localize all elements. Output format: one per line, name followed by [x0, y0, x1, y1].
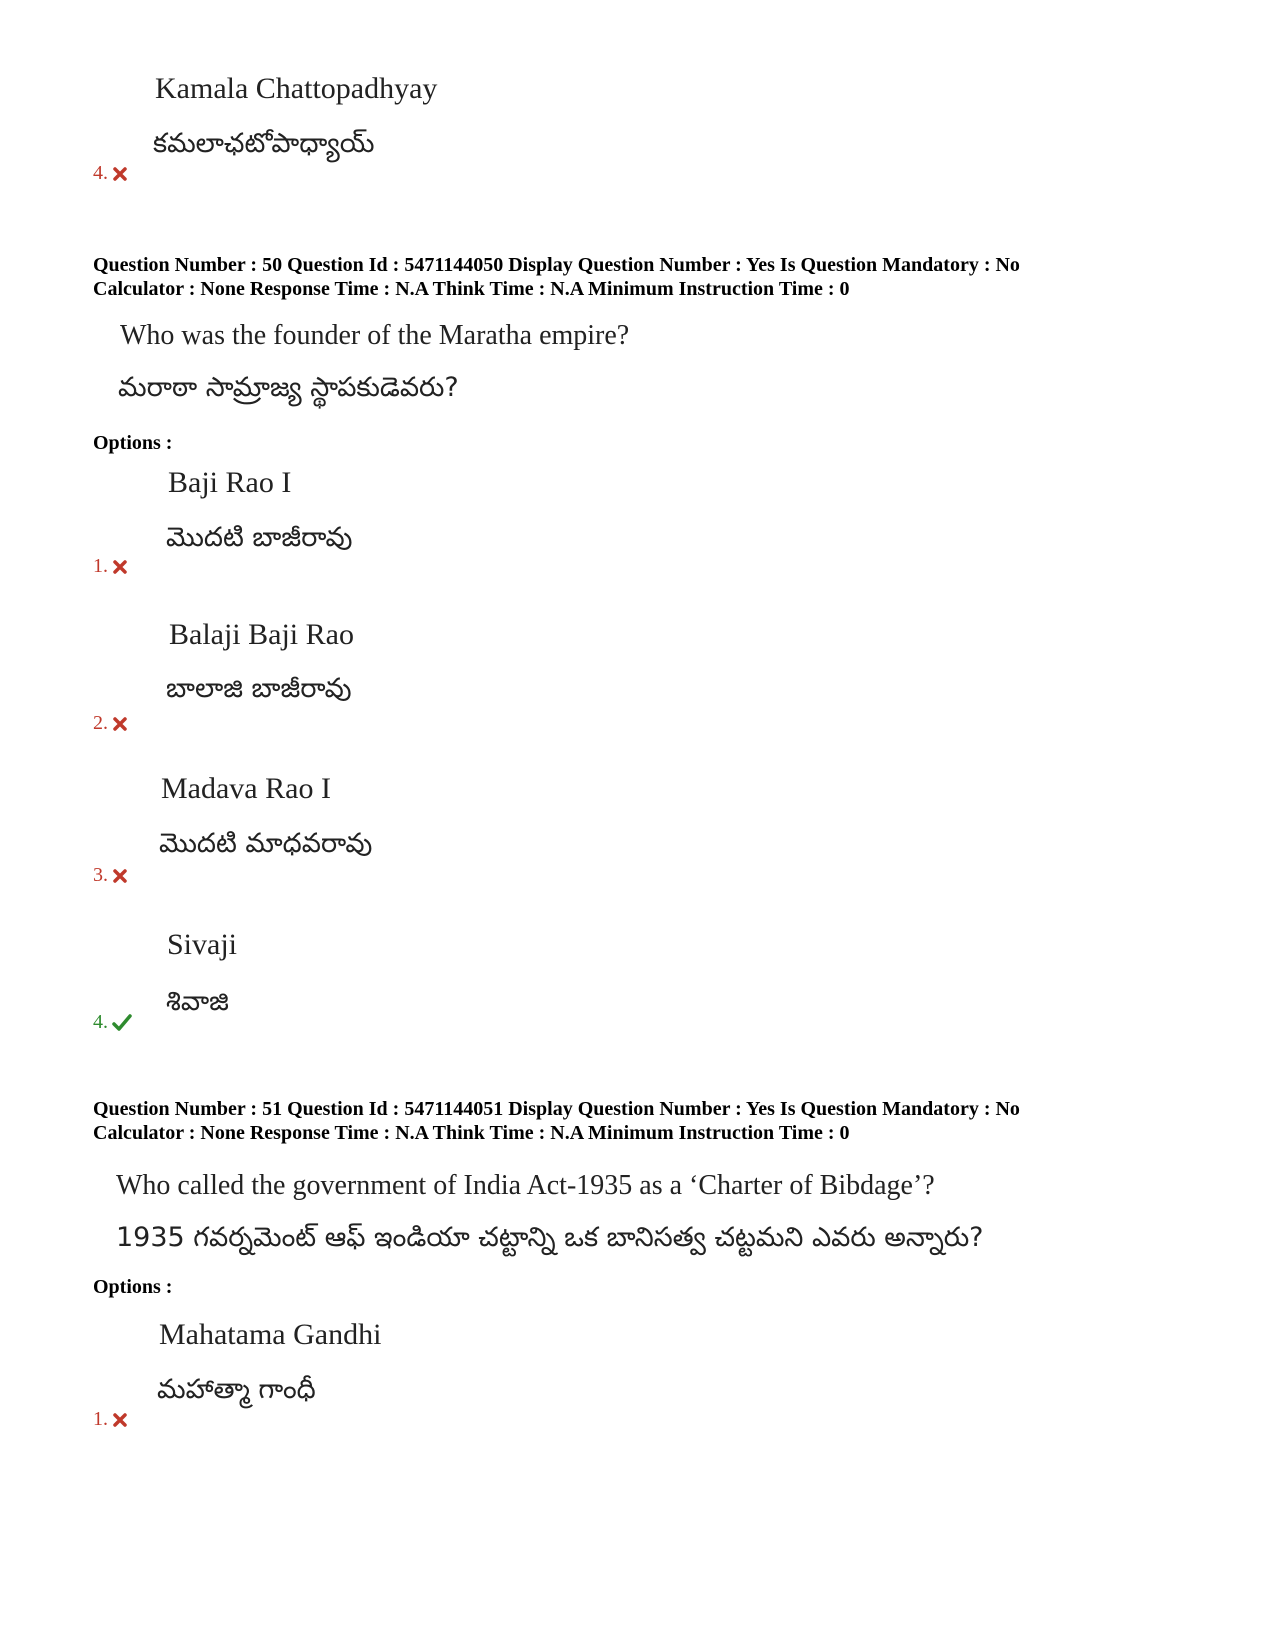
option-number-label: 4. — [93, 1011, 108, 1033]
question-text-en: Who called the government of India Act-1935 as a ‘Charter of Bibdage’? — [116, 1170, 935, 1201]
option-number — [93, 864, 128, 887]
option-text-te: మొదటి మాధవరావు — [159, 828, 373, 859]
cross-icon — [112, 1412, 128, 1428]
option-number-label: 1. — [93, 1408, 108, 1430]
options-label: Options : — [93, 1276, 173, 1298]
option-number-label: 4. — [93, 162, 108, 184]
question-meta-line2: Calculator : None Response Time : N.A Think Time : N.A Minimum Instruction Time : 0 — [93, 278, 850, 300]
option-text-en: Madava Rao I — [161, 772, 331, 805]
question-text-te: 1935 గవర్నమెంట్ ఆఫ్ ఇండియా చట్టాన్ని ఒక బానిసత్వ చట్టమని ఎవరు అన్నారు? — [116, 1222, 984, 1253]
option-text-en: Balaji Baji Rao — [169, 618, 354, 651]
option-number — [93, 1408, 128, 1431]
options-label: Options : — [93, 432, 173, 454]
question-text-te: మరాఠా సామ్రాజ్య స్థాపకుడెవరు? — [118, 372, 459, 403]
question-meta-line1: Question Number : 50 Question Id : 5471144050 Display Question Number : Yes Is Question Mandatory : No — [93, 254, 1020, 276]
question-meta-line1: Question Number : 51 Question Id : 5471144051 Display Question Number : Yes Is Question Mandatory : No — [93, 1098, 1020, 1120]
cross-icon — [112, 868, 128, 884]
option-number-label: 3. — [93, 864, 108, 886]
option-number-label: 1. — [93, 555, 108, 577]
option-text-te: కమలాఛటోపాధ్యాయ్ — [153, 128, 375, 159]
check-icon — [112, 1014, 132, 1032]
option-text-en: Kamala Chattopadhyay — [155, 72, 438, 105]
option-text-te: మొదటి బాజీరావు — [166, 522, 353, 553]
option-number — [93, 555, 128, 578]
question-meta — [93, 1097, 1020, 1145]
cross-icon — [112, 716, 128, 732]
option-number — [93, 162, 128, 185]
option-text-te: శివాజి — [166, 986, 229, 1017]
question-meta — [93, 253, 1020, 301]
cross-icon — [112, 166, 128, 182]
option-text-te: బాలాజి బాజీరావు — [166, 673, 352, 704]
option-text-te: మహాత్మా గాంధీ — [157, 1374, 316, 1405]
option-text-en: Sivaji — [167, 928, 238, 961]
option-number — [93, 1011, 132, 1034]
question-meta-line2: Calculator : None Response Time : N.A Think Time : N.A Minimum Instruction Time : 0 — [93, 1122, 850, 1144]
option-text-en: Mahatama Gandhi — [159, 1318, 382, 1351]
option-number — [93, 712, 128, 735]
option-text-en: Baji Rao I — [168, 466, 292, 499]
option-number-label: 2. — [93, 712, 108, 734]
question-text-en: Who was the founder of the Maratha empire? — [120, 320, 630, 351]
cross-icon — [112, 559, 128, 575]
